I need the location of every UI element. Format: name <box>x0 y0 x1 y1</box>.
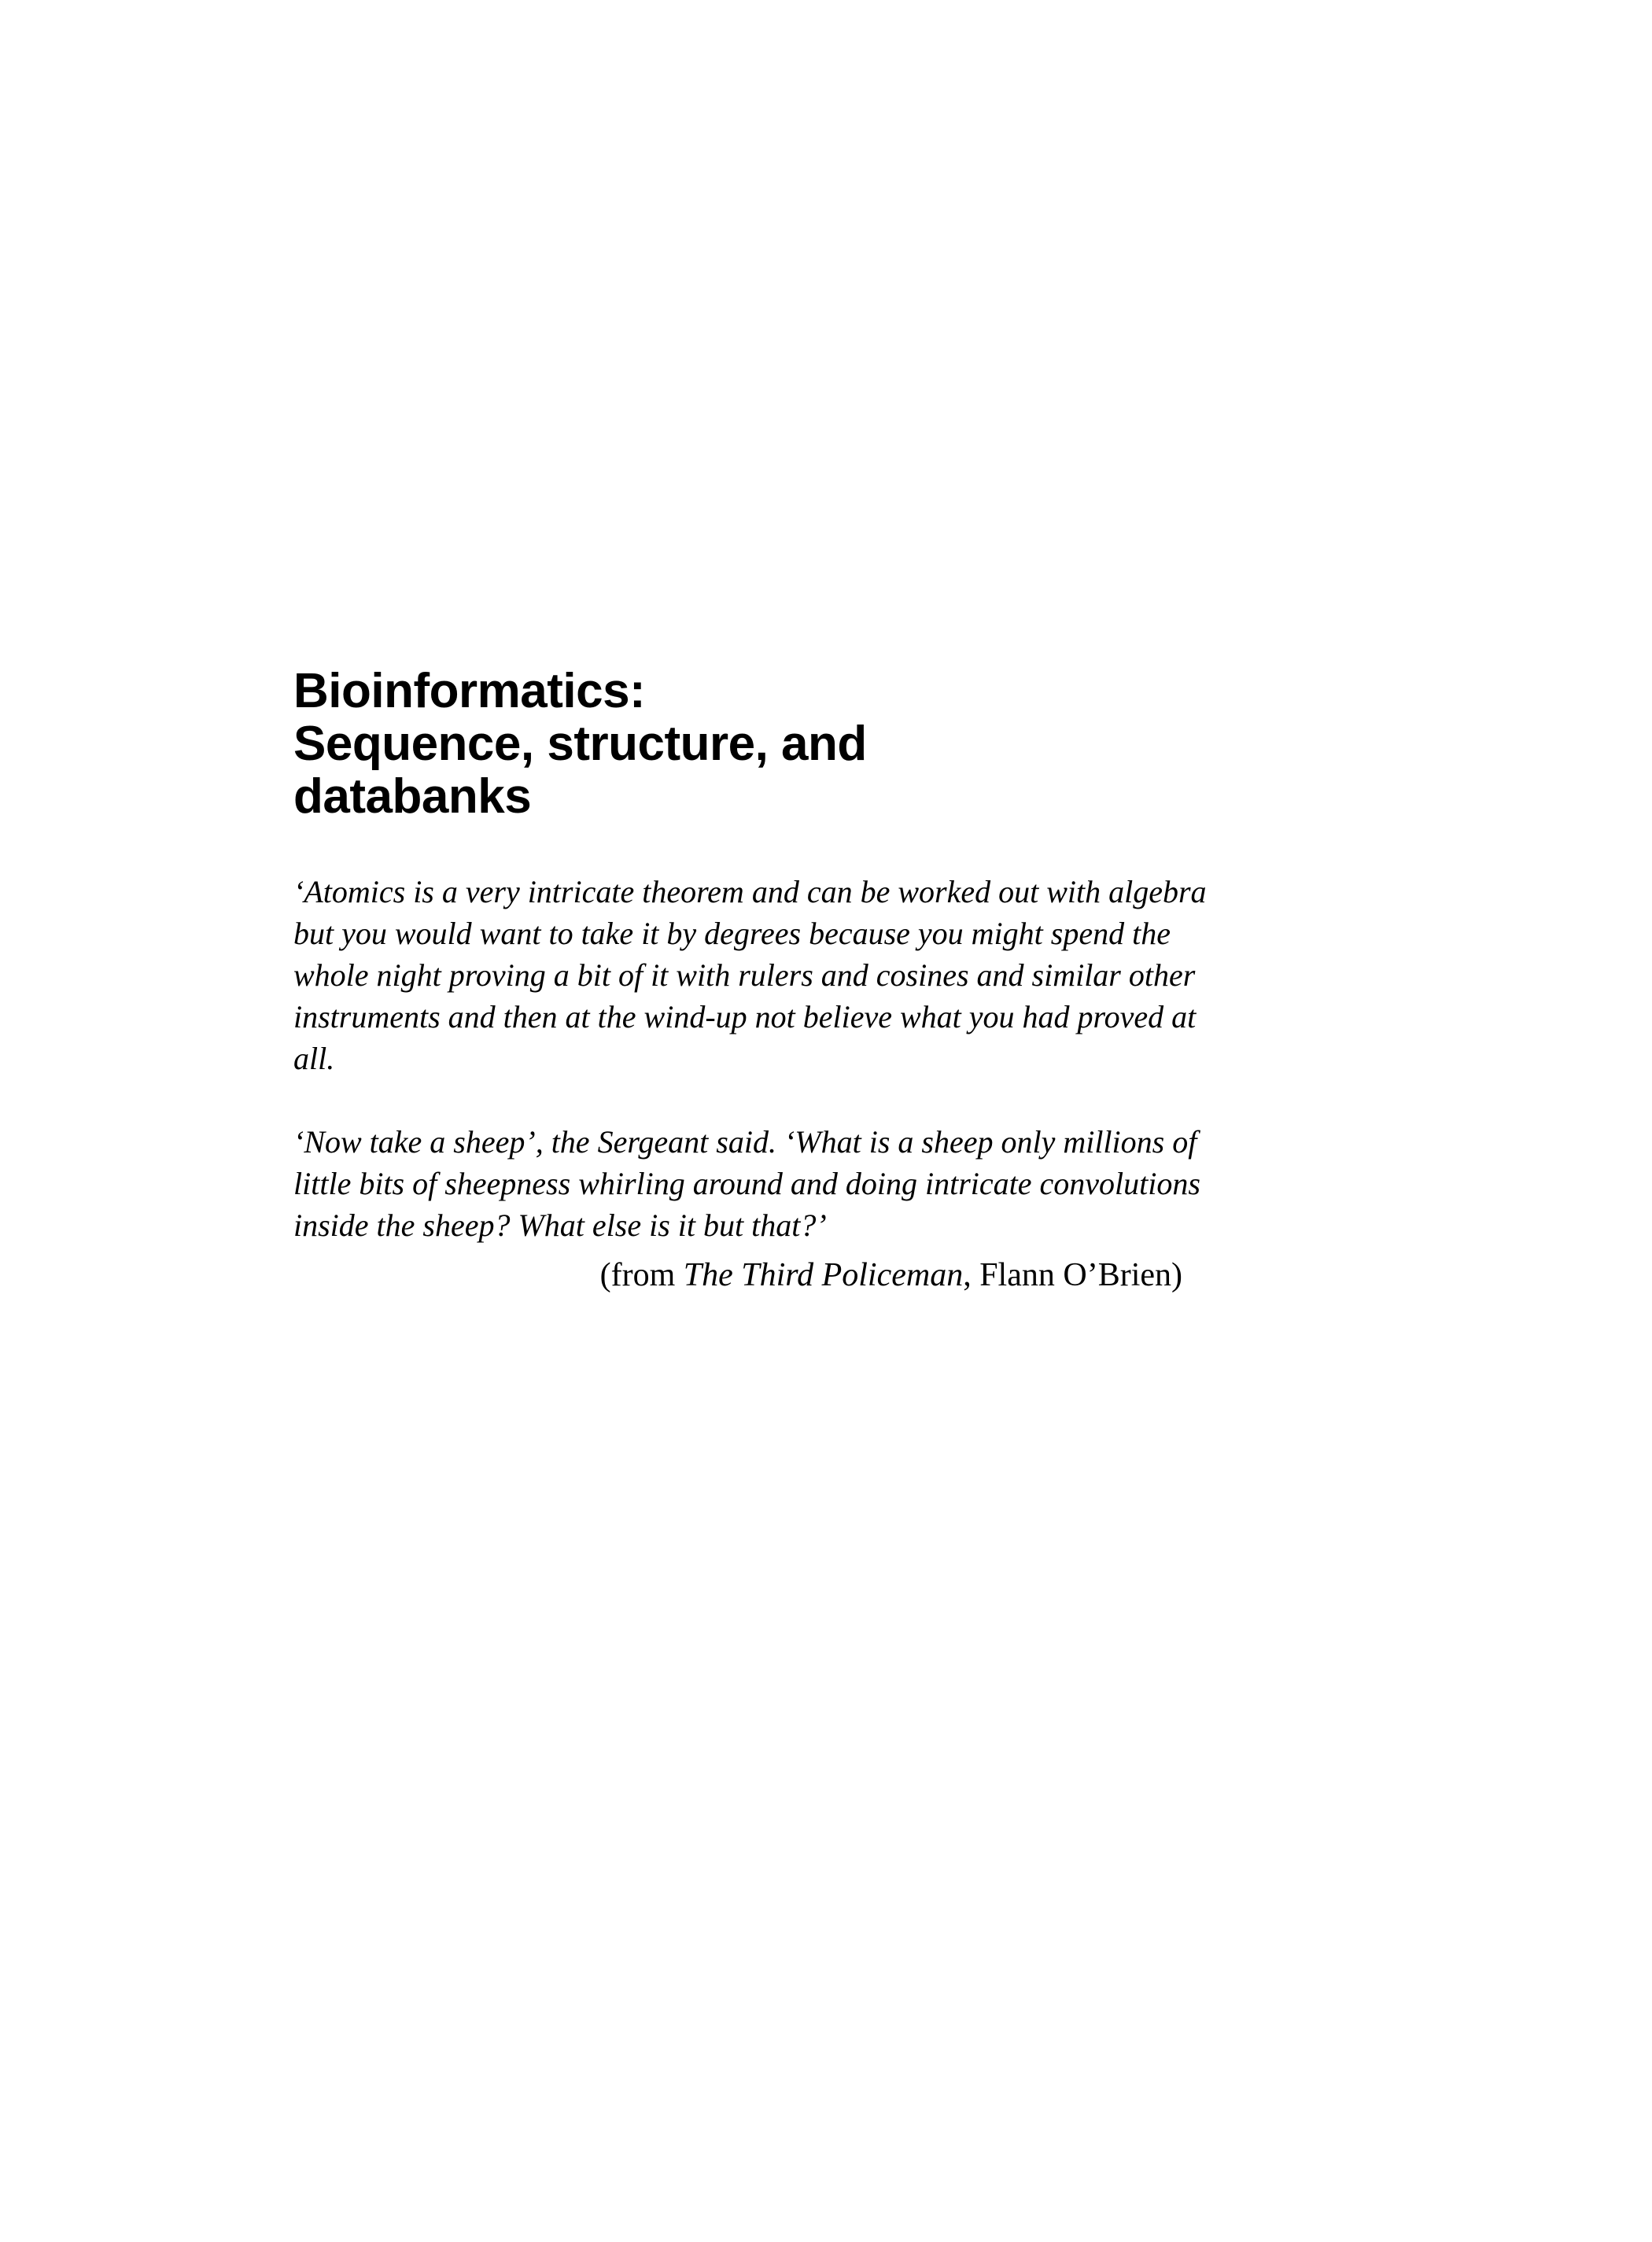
chapter-title-line: Bioinformatics: <box>293 664 646 718</box>
epigraph-attribution <box>293 1255 1182 1296</box>
epigraph-line: instruments and then at the wind-up not believe what you had proved at <box>293 999 1197 1034</box>
epigraph-line: all. <box>293 1041 335 1076</box>
epigraph-line: inside the sheep? What else is it but that?’ <box>293 1208 827 1243</box>
attribution-book-title: The Third Policeman <box>683 1257 964 1293</box>
epigraph-paragraph <box>293 1121 1200 1246</box>
attribution-author: Flann O’Brien <box>979 1257 1171 1293</box>
epigraph-paragraph <box>293 871 1207 1079</box>
attribution-suffix: ) <box>1171 1257 1182 1293</box>
attribution-prefix: (from <box>599 1257 684 1293</box>
epigraph-line: ‘Now take a sheep’, the Sergeant said. ‘What is a sheep only millions of <box>293 1124 1197 1160</box>
attribution-separator: , <box>963 1257 980 1293</box>
epigraph <box>293 871 1207 1246</box>
epigraph-line: but you would want to take it by degrees because you might spend the <box>293 916 1171 951</box>
epigraph-line: whole night proving a bit of it with rulers and cosines and similar other <box>293 957 1196 993</box>
chapter-title-line: Sequence, structure, and <box>293 717 867 771</box>
epigraph-line: ‘Atomics is a very intricate theorem and can be worked out with algebra <box>293 874 1207 909</box>
epigraph-line: little bits of sheepness whirling around and doing intricate convolutions <box>293 1166 1200 1201</box>
chapter-title-line: databanks <box>293 769 532 824</box>
chapter-title <box>293 665 1237 823</box>
